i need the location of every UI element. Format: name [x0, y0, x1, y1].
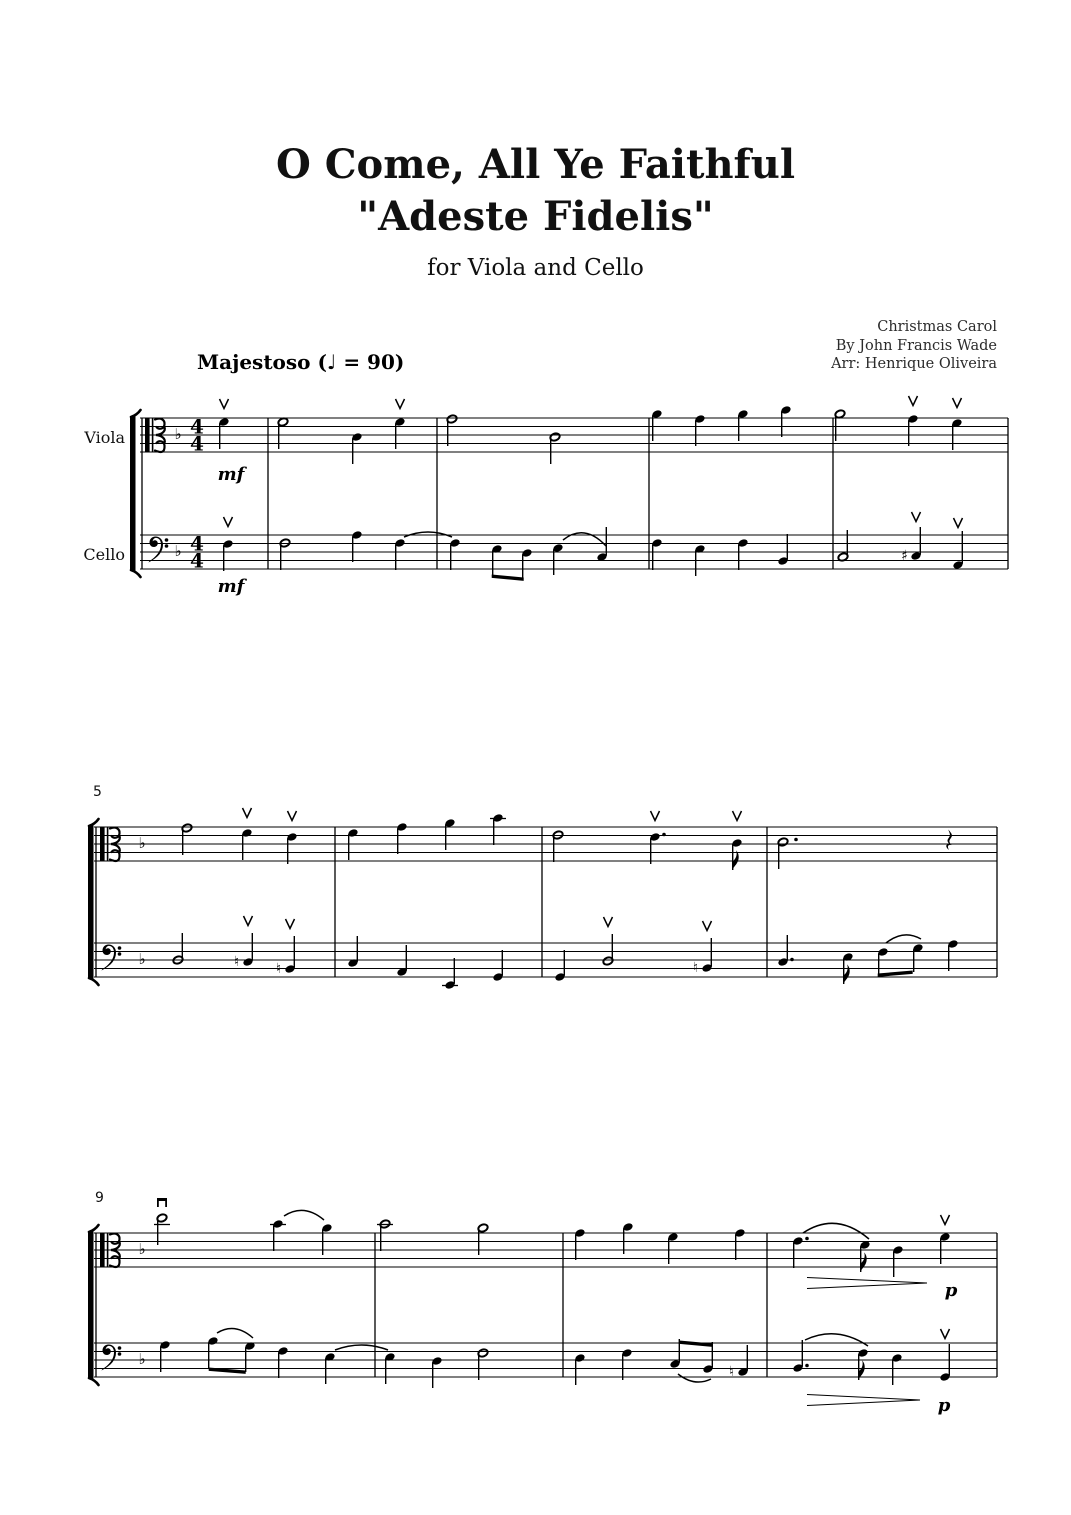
bass-clef-icon [118, 1352, 122, 1356]
dynamic-p-viola: p [944, 1280, 958, 1301]
natural-accidental: ♮ [728, 1364, 735, 1380]
key-signature-flat: ♭ [138, 950, 146, 968]
slur [803, 1223, 869, 1239]
system-bracket [131, 410, 141, 417]
dynamic-mf-viola: mf [217, 464, 245, 485]
slur [335, 1345, 388, 1350]
up-bow-icon [954, 518, 963, 528]
up-bow-icon [651, 811, 660, 821]
quarter-note-icon: ♩ [326, 350, 337, 374]
up-bow-icon [220, 399, 229, 409]
up-bow-icon [912, 512, 921, 522]
up-bow-icon [941, 1215, 950, 1225]
instrumentation-subtitle: for Viola and Cello [427, 255, 644, 281]
up-bow-icon [733, 811, 742, 821]
up-bow-icon [953, 398, 962, 408]
bass-clef-icon [165, 538, 169, 542]
augmentation-dot [794, 838, 798, 842]
augmentation-dot [805, 1364, 809, 1368]
beam [878, 971, 913, 977]
eighth-flag [733, 851, 739, 871]
beam [679, 1341, 712, 1347]
decrescendo-hairpin [807, 1395, 920, 1401]
slur [805, 1334, 868, 1346]
key-signature-flat: ♭ [138, 834, 146, 852]
bass-clef-icon [118, 1346, 122, 1350]
up-bow-icon [286, 919, 295, 929]
decrescendo-hairpin [807, 1400, 920, 1406]
measure-number-5: 5 [93, 784, 102, 800]
time-signature: 4 [190, 531, 204, 556]
key-signature-flat: ♭ [174, 425, 182, 443]
up-bow-icon [604, 917, 613, 927]
time-signature: 4 [190, 414, 204, 439]
bass-clef-icon [118, 952, 122, 956]
alto-clef-icon [145, 418, 150, 452]
system-bracket [89, 1225, 99, 1232]
up-bow-icon [909, 396, 918, 406]
bass-clef-icon [165, 544, 169, 548]
quarter-rest [946, 830, 952, 850]
down-bow-icon [165, 1198, 167, 1207]
decrescendo-hairpin [807, 1283, 927, 1289]
system-bracket [88, 825, 94, 979]
system-bracket [89, 1378, 99, 1385]
eighth-flag [844, 965, 850, 985]
piece-title-line1: O Come, All Ye Faithful [275, 141, 796, 188]
key-signature-flat: ♭ [138, 1240, 146, 1258]
decrescendo-hairpin [807, 1278, 927, 1284]
augmentation-dot [790, 958, 794, 962]
bass-clef-icon [102, 1345, 117, 1371]
alto-clef-icon [107, 1233, 109, 1267]
measure-number-9: 9 [95, 1190, 104, 1206]
augmentation-dot [662, 833, 666, 837]
beam [492, 575, 524, 581]
tempo-text-after: = 90) [336, 350, 405, 374]
up-bow-icon [941, 1329, 950, 1339]
up-bow-icon [288, 811, 297, 821]
system-bracket [130, 416, 136, 571]
augmentation-dot [805, 1237, 809, 1241]
slur [678, 1374, 711, 1382]
up-bow-icon [396, 399, 405, 409]
system-bracket [89, 978, 99, 985]
key-signature-flat: ♭ [174, 542, 182, 560]
system-bracket [131, 570, 141, 577]
system-bracket [88, 1231, 94, 1379]
natural-accidental: ♮ [692, 960, 699, 976]
time-signature: 4 [190, 431, 204, 456]
bass-clef-icon [149, 537, 164, 563]
dynamic-mf-cello: mf [217, 576, 245, 597]
bass-clef-icon [102, 945, 117, 971]
system-bracket [89, 819, 99, 826]
sharp-accidental: ♯ [901, 548, 908, 564]
slur [284, 1210, 324, 1220]
key-signature-flat: ♭ [138, 1350, 146, 1368]
time-signature: 4 [190, 548, 204, 573]
slur [217, 1329, 253, 1338]
credit-arranger: Arr: Henrique Oliveira [831, 356, 997, 372]
natural-accidental: ♮ [275, 961, 282, 977]
up-bow-icon [243, 808, 252, 818]
dynamic-p-cello: p [937, 1395, 951, 1416]
instrument-label-viola: Viola [84, 428, 125, 447]
alto-clef-icon [107, 827, 109, 861]
natural-accidental: ♮ [233, 954, 240, 970]
eighth-flag [861, 1253, 867, 1273]
alto-clef-icon [100, 827, 105, 861]
up-bow-icon [244, 916, 253, 926]
alto-clef-icon [152, 418, 154, 452]
credit-composer: By John Francis Wade [835, 337, 997, 354]
bass-clef-icon [118, 946, 122, 950]
alto-clef-icon [100, 1233, 105, 1267]
slur [886, 935, 921, 943]
up-bow-icon [703, 921, 712, 931]
down-bow-icon [157, 1198, 159, 1207]
piece-title-line2: "Adeste Fidelis" [357, 193, 714, 240]
up-bow-icon [224, 517, 233, 527]
tempo-text-before: Majestoso ( [197, 350, 327, 374]
credit-genre: Christmas Carol [877, 319, 997, 335]
instrument-label-cello: Cello [83, 545, 125, 564]
